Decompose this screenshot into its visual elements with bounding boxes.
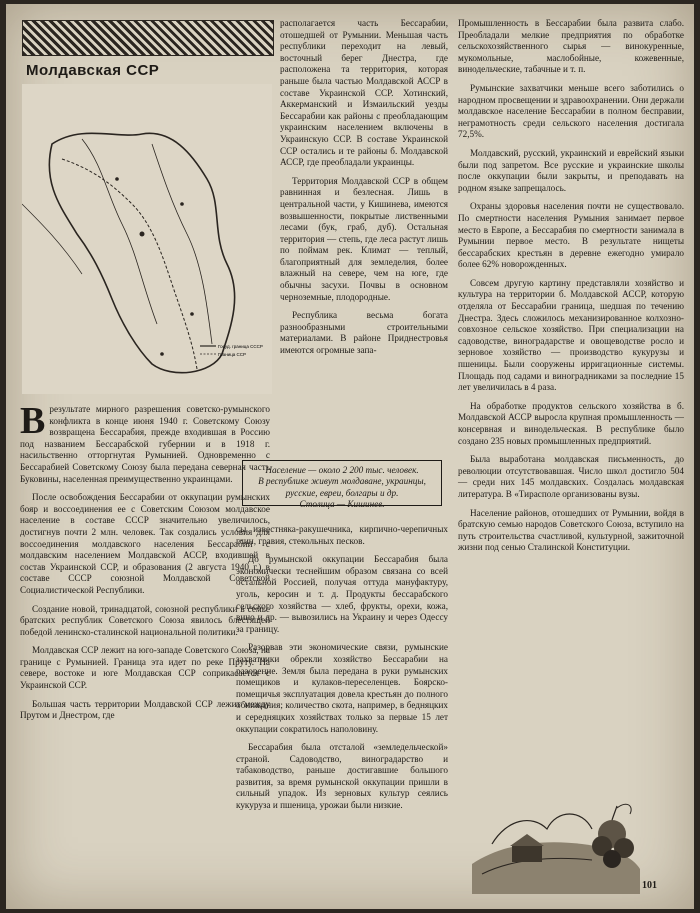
paragraph: Промышленность в Бессарабии была развита слабо. Преобладали мелкие предприятия по обработке сельскохозяйственного сырья — винокуренные, мукомольные, маслобойные, кожевенные, винодельческие, табачные и т. п.: [458, 18, 684, 75]
paragraph: Охраны здоровья населения почти не существовало. По смертности населения Румыния занимает первое место в Европе, а Бессарабия по смертности занимала в Румынии первое место. В результате нищеты бессарабских крестьян в деревне ежегодно умирало более 62% новорожденных.: [458, 201, 684, 270]
article-title: Молдавская ССР: [26, 62, 160, 79]
column-2-continued: [236, 524, 448, 819]
moldavia-map-illustration: [22, 84, 272, 394]
paragraph: располагается часть Бессарабии, отошедшей от Румынии. Меньшая часть республики переходит на левый, восточный берег Днестра, где расположена та территория, которая раньше была частью Молдавской АССР в составе Украинской ССР. Хотинский, Аккерманский и Измаильский уезды Бессарабии как районы с преобладающим украинским населением включены в Украинскую ССР. В составе Украинской ССР остались и те районы б. Молдавской АССР, где преобладали украинцы.: [280, 18, 448, 168]
population-infobox: [242, 460, 442, 510]
paragraph: Молдавский, русский, украинский и еврейский языки были под запретом. Все русские и украинские школы после оккупации были закрыты, и преподавать на родном языке запрещалось.: [458, 147, 684, 193]
paragraph: Большая часть территории Молдавской ССР лежит между Прутом и Днестром, где: [20, 698, 270, 721]
paragraph: На обработке продуктов сельского хозяйства в б. Молдавской АССР выросла крупная промышленность — консервная и винодельческая. В республике было создано 235 новых промышленных предприятий.: [458, 400, 684, 446]
column-2: [280, 18, 448, 364]
paragraph: Создание новой, тринадцатой, союзной республики в семье братских республик Советского Союза явилось блестящей победой ленинско-сталинской национальной политики.: [20, 603, 270, 637]
infobox-nationalities: В республике живут молдаване, украинцы, русские, евреи, болгары и др.: [258, 476, 426, 498]
infobox-population: Население — около 2 200 тыс. человек.: [265, 465, 419, 475]
paragraph: Республика весьма богата разнообразными строительными материалами. В районе Приднестровья имеются огромные запа-: [280, 310, 448, 356]
paragraph: сы известняка-ракушечника, кирпично-черепичных глин, гравия, стекольных песков.: [236, 524, 448, 546]
paragraph: До румынской оккупации Бессарабия была экономически теснейшим образом связана со всей остальной Россией, получая оттуда мануфактуру, уголь, керосин и т. д. Продукты бессарабского сельского хозяйства — хлеб, фрукты, орехи, кожа, вино и др. — вывозились на Украину и через Одессу за границу.: [236, 554, 448, 634]
paragraph: Совсем другую картину представляли хозяйство и культура на территории б. Молдавской АССР, которую отделяла от Бессарабии граница, шедшая по течению Днестра. Здесь сложилось механизированное колхозно-совхозное сельское хозяйство. При специализации на садоводстве, виноградарстве и овощеводстве росло и зерновое хозяйство — производство кукурузы и пшеницы. Были сооружены ирригационные системы. Площадь под садами и виноградниками за последние 15 лет увеличилась в 4 раза.: [458, 277, 684, 393]
column-1: [20, 400, 270, 729]
page-number: 101: [642, 880, 657, 891]
paragraph: Население районов, отошедших от Румынии, войдя в братскую семью народов Советского Союза, вступило на путь строительства счастливой, культурной, зажиточной жизни под сенью Сталинской Конституции.: [458, 507, 684, 553]
paragraph: Территория Молдавской ССР в общем равнинная и безлесная. Лишь в центральной части, у Кишинева, имеются возвышенности, покрытые лиственными лесами (бук, граб, дуб). Остальная территория — степь, где леса растут лишь по поймам рек. Климат — теплый, благоприятный для земледелия, более влажный на севере, чем на юге, где обычны засухи. Почвы в основном черноземные, плодородные.: [280, 175, 448, 302]
paragraph: Разорвав эти экономические связи, румынские захватчики обрекли хозяйство Бессарабии на разорение. Земля была передана в руки румынских помещиков и кулаков-переселенцев. Боярско-помещичья эксплуатация довела крестьян до полного обнищания; количество скота, например, в бедняцких и середняцких хозяйствах только за первые 15 лет оккупации сократилось наполовину.: [236, 642, 448, 734]
paragraph: Была выработана молдавская письменность, до революции отсутствовавшая. Число школ достигло 504 — среди них 145 молдавских. Создалась молдавская литература. В «Тирасполе организованы вузы.: [458, 454, 684, 499]
infobox-capital: Столица — Кишинев.: [299, 499, 385, 510]
column-3: [458, 18, 684, 561]
paragraph: результате мирного разрешения советско-румынского конфликта в конце июня 1940 г. Советскому Союзу возвращена Бессарабия, прежде входившая в Россию под названием Бессарабской губернии и в 1918 г. насильственно отторгнутая Румынией. Одновременно с Бессарабией Советскому Союзу была передана северная часть Буковины, населенная преимущественно украинцами.: [20, 404, 270, 484]
map-legend-state-border: Госуд. граница СССР: [218, 344, 263, 349]
map-legend-ssr-border: Граница ССР: [218, 352, 247, 357]
harvest-vignette-illustration: [462, 784, 642, 894]
decorative-header-band: [22, 20, 274, 56]
magazine-page: [6, 4, 694, 909]
drop-cap: В: [20, 400, 46, 442]
paragraph: После освобождения Бессарабии от оккупации румынских бояр и воссоединения ее с Советским Союзом молдавское население в составе СССР значительно увеличилось, достигнув почти 2 млн. человек. Так создались условия для воссоединения молдавского населения Бессарабии с молдавским населением Молдавской АССР, входившей в состав Украинской ССР, и образования (2 августа 1940 г.) в составе СССР союзной Молдавской Советской Социалистической Республики.: [20, 492, 270, 595]
paragraph: Румынские захватчики меньше всего заботились о народном просвещении и здравоохранении. Они держали молдавское население Бессарабии в полном бесправии, неграмотность среди сельского населения достигала 72,5%.: [458, 82, 684, 140]
paragraph: Молдавская ССР лежит на юго-западе Советского Союза, на границе с Румынией. Граница эта идет по реке Пруту. На севере, востоке и юге Молдавская ССР соприкасается с Украинской ССР.: [20, 645, 270, 691]
paragraph: Бессарабия была отсталой «земледельческой» страной. Садоводство, виноградарство и табаководство, раньше достигавшие большого развития, за время румынской оккупации пришли в сильный упадок. Из зерновых культур сеялись кукуруза и пшеница, урожаи были низкие.: [236, 742, 448, 811]
